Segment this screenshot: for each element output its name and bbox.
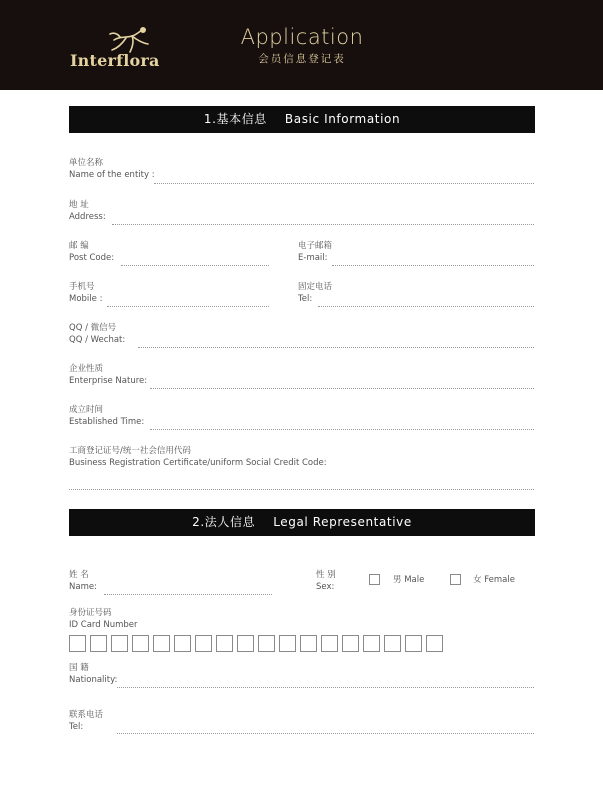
field-sex-label	[316, 569, 336, 593]
field-idcard-label	[69, 607, 138, 631]
female-label: 女 Female	[473, 575, 515, 585]
contact-tel-label-en: Tel:	[69, 722, 84, 732]
nationality-input-line[interactable]	[117, 687, 534, 688]
page-title: Application	[240, 25, 364, 49]
sex-label-en: Sex:	[316, 582, 335, 592]
field-established-label	[69, 404, 144, 428]
field-name-label	[69, 569, 97, 593]
idcard-digit-box[interactable]	[174, 635, 191, 652]
idcard-digit-boxes	[69, 635, 443, 652]
name-input-line[interactable]	[104, 594, 272, 595]
idcard-digit-box[interactable]	[321, 635, 338, 652]
qq-label-zh: QQ / 微信号	[69, 323, 117, 333]
mobile-label-en: Mobile :	[69, 294, 103, 304]
field-nationality-label	[69, 662, 117, 686]
idcard-digit-box[interactable]	[132, 635, 149, 652]
field-nature-label	[69, 363, 147, 387]
license-label-en: Business Registration Certificate/uniform Social Credit Code:	[69, 458, 327, 468]
address-input-line[interactable]	[112, 224, 534, 225]
contact-tel-label-zh: 联系电话	[69, 710, 104, 720]
address-label-zh: 地 址	[69, 200, 89, 210]
female-checkbox[interactable]	[450, 574, 461, 585]
section-number-zh: 2.法人信息	[192, 515, 256, 529]
idcard-digit-box[interactable]	[195, 635, 212, 652]
idcard-digit-box[interactable]	[111, 635, 128, 652]
idcard-digit-box[interactable]	[300, 635, 317, 652]
sex-label-zh: 性 别	[316, 570, 336, 580]
field-entity-label	[69, 157, 155, 181]
mobile-label-zh: 手机号	[69, 282, 95, 292]
idcard-label-zh: 身份证号码	[69, 608, 112, 618]
postcode-label-zh: 邮 编	[69, 241, 89, 251]
brand-name: Interflora	[70, 51, 160, 70]
nature-label-zh: 企业性质	[69, 364, 104, 374]
idcard-label-en: ID Card Number	[69, 620, 138, 630]
field-postcode-label	[69, 240, 114, 264]
qq-label-en: QQ / Wechat:	[69, 335, 126, 345]
name-label-en: Name:	[69, 582, 97, 592]
male-checkbox[interactable]	[369, 574, 380, 585]
field-mobile-label	[69, 281, 102, 305]
idcard-digit-box[interactable]	[384, 635, 401, 652]
field-address-label	[69, 199, 106, 223]
postcode-input-line[interactable]	[121, 265, 269, 266]
entity-label-en: Name of the entity :	[69, 170, 155, 180]
idcard-digit-box[interactable]	[153, 635, 170, 652]
idcard-digit-box[interactable]	[405, 635, 422, 652]
section-title-en: Legal Representative	[273, 515, 412, 529]
established-input-line[interactable]	[150, 429, 534, 430]
idcard-digit-box[interactable]	[216, 635, 233, 652]
entity-label-zh: 单位名称	[69, 158, 104, 168]
field-qq-label	[69, 322, 125, 346]
contact-tel-input-line[interactable]	[117, 733, 534, 734]
page-subtitle: 会员信息登记表	[258, 53, 346, 65]
nature-input-line[interactable]	[150, 388, 534, 389]
email-input-line[interactable]	[332, 265, 534, 266]
header-banner	[0, 0, 603, 90]
tel-label-zh: 固定电话	[298, 282, 333, 292]
mobile-input-line[interactable]	[107, 306, 269, 307]
section-header-legal-representative	[69, 509, 535, 536]
idcard-digit-box[interactable]	[69, 635, 86, 652]
qq-input-line[interactable]	[138, 347, 534, 348]
nationality-label-en: Nationality:	[69, 675, 118, 685]
tel-label-en: Tel:	[298, 294, 313, 304]
idcard-digit-box[interactable]	[426, 635, 443, 652]
idcard-digit-box[interactable]	[342, 635, 359, 652]
section-title-en: Basic Information	[284, 112, 401, 126]
idcard-digit-box[interactable]	[363, 635, 380, 652]
field-license-label	[69, 445, 327, 469]
section-number-zh: 1.基本信息	[203, 112, 267, 126]
idcard-digit-box[interactable]	[90, 635, 107, 652]
established-label-zh: 成立时间	[69, 405, 104, 415]
nature-label-en: Enterprise Nature:	[69, 376, 148, 386]
license-input-line[interactable]	[69, 489, 534, 490]
nationality-label-zh: 国 籍	[69, 663, 89, 673]
idcard-digit-box[interactable]	[237, 635, 254, 652]
established-label-en: Established Time:	[69, 417, 145, 427]
tel-input-line[interactable]	[318, 306, 534, 307]
email-label-en: E-mail:	[298, 253, 328, 263]
male-label: 男 Male	[393, 575, 425, 585]
license-label-zh: 工商登记证号/统一社会信用代码	[69, 446, 191, 456]
postcode-label-en: Post Code:	[69, 253, 115, 263]
address-label-en: Address:	[69, 212, 106, 222]
field-contact-tel-label	[69, 709, 103, 733]
field-email-label	[298, 240, 332, 264]
entity-input-line[interactable]	[154, 183, 534, 184]
idcard-digit-box[interactable]	[279, 635, 296, 652]
section-header-basic-information	[69, 106, 535, 133]
email-label-zh: 电子邮箱	[298, 241, 333, 251]
field-tel-label	[298, 281, 332, 305]
name-label-zh: 姓 名	[69, 570, 89, 580]
idcard-digit-box[interactable]	[258, 635, 275, 652]
